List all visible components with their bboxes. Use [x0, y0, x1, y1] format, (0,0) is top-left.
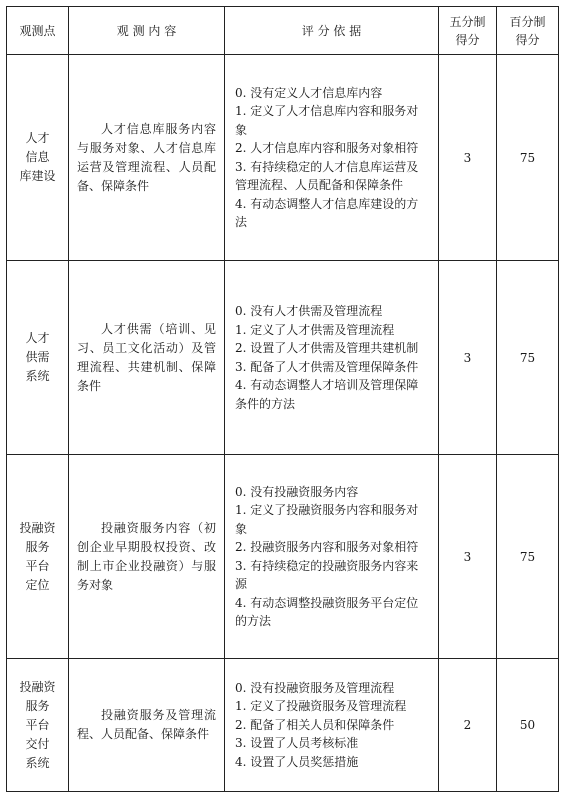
header-score5-line1: 五分制 [449, 14, 486, 29]
content-text: 人才供需（培训、见习、员工文化活动）及管理流程、共建机制、保障条件 [77, 321, 216, 393]
point-line: 信息 [25, 150, 50, 164]
criteria-item: 4. 设置了人员奖惩措施 [235, 754, 359, 769]
observation-point [7, 659, 69, 792]
score100-cell: 75 [497, 455, 559, 659]
observation-content [69, 261, 225, 455]
criteria-item: 1. 定义了人才信息库内容和服务对象 [235, 104, 419, 137]
criteria-item: 2. 设置了人才供需及管理共建机制 [235, 341, 419, 355]
observation-point [7, 55, 69, 261]
score5-cell: 3 [439, 261, 497, 455]
point-line: 平台 [25, 558, 50, 573]
evaluation-table [6, 6, 559, 792]
point-line: 平台 [25, 717, 50, 732]
scoring-criteria [225, 55, 439, 261]
header-score5 [439, 7, 497, 55]
point-line: 交付 [25, 736, 50, 751]
score5-cell: 3 [439, 455, 497, 659]
criteria-item: 1. 定义了投融资服务内容和服务对象 [235, 503, 419, 536]
header-criteria: 评 分 依 据 [225, 7, 439, 55]
score5-cell: 3 [439, 55, 497, 261]
point-line: 服务 [25, 539, 50, 554]
table-row [7, 659, 559, 792]
criteria-item: 1. 定义了人才供需及管理流程 [235, 322, 395, 337]
score5-cell: 2 [439, 659, 497, 792]
table-row [7, 261, 559, 455]
header-score100 [497, 7, 559, 55]
scoring-criteria [225, 659, 439, 792]
criteria-item: 0. 没有定义人才信息库内容 [235, 85, 383, 100]
criteria-item: 3. 有持续稳定的人才信息库运营及管理流程、人员配备和保障条件 [235, 159, 419, 192]
criteria-item: 0. 没有投融资服务内容 [235, 484, 359, 499]
scoring-criteria [225, 455, 439, 659]
criteria-item: 0. 没有人才供需及管理流程 [235, 304, 383, 318]
content-text: 投融资服务及管理流程、人员配备、保障条件 [77, 708, 216, 741]
point-line: 人才 [25, 331, 50, 345]
header-row [7, 7, 559, 55]
scoring-criteria [225, 261, 439, 455]
observation-content [69, 659, 225, 792]
header-content: 观 测 内 容 [69, 7, 225, 55]
criteria-item: 2. 人才信息库内容和服务对象相符 [235, 141, 419, 155]
point-line: 库建设 [19, 169, 56, 183]
observation-point [7, 261, 69, 455]
criteria-item: 2. 配备了相关人员和保障条件 [235, 717, 395, 732]
content-text: 人才信息库服务内容与服务对象、人才信息库运营及管理流程、人员配备、保障条件 [77, 121, 216, 193]
point-line: 投融资 [19, 679, 56, 694]
score100-cell: 75 [497, 55, 559, 261]
criteria-item: 3. 设置了人员考核标准 [235, 736, 359, 751]
criteria-item: 4. 有动态调整投融资服务平台定位的方法 [235, 595, 419, 628]
point-line: 定位 [25, 577, 50, 592]
table-row [7, 455, 559, 659]
criteria-item: 0. 没有投融资服务及管理流程 [235, 680, 395, 695]
point-line: 系统 [25, 369, 50, 383]
content-text: 投融资服务内容（初创企业早期股权投资、改制上市企业投融资）与服务对象 [77, 520, 216, 592]
criteria-item: 4. 有动态调整人才培训及管理保障条件的方法 [235, 378, 419, 411]
score100-cell: 50 [497, 659, 559, 792]
point-line: 投融资 [19, 520, 56, 535]
observation-content [69, 55, 225, 261]
header-score100-line2: 得分 [515, 32, 540, 47]
header-score100-line1: 百分制 [509, 14, 546, 29]
criteria-item: 3. 有持续稳定的投融资服务内容来源 [235, 558, 419, 591]
criteria-item: 2. 投融资服务内容和服务对象相符 [235, 540, 419, 554]
header-point: 观测点 [7, 7, 69, 55]
criteria-item: 1. 定义了投融资服务及管理流程 [235, 699, 407, 714]
point-line: 供需 [25, 350, 50, 364]
table-row [7, 55, 559, 261]
point-line: 系统 [25, 755, 50, 770]
point-line: 人才 [25, 131, 50, 145]
observation-point [7, 455, 69, 659]
criteria-item: 4. 有动态调整人才信息库建设的方法 [235, 196, 419, 229]
criteria-item: 3. 配备了人才供需及管理保障条件 [235, 359, 419, 374]
header-score5-line2: 得分 [455, 32, 480, 47]
point-line: 服务 [25, 698, 50, 713]
observation-content [69, 455, 225, 659]
score100-cell: 75 [497, 261, 559, 455]
